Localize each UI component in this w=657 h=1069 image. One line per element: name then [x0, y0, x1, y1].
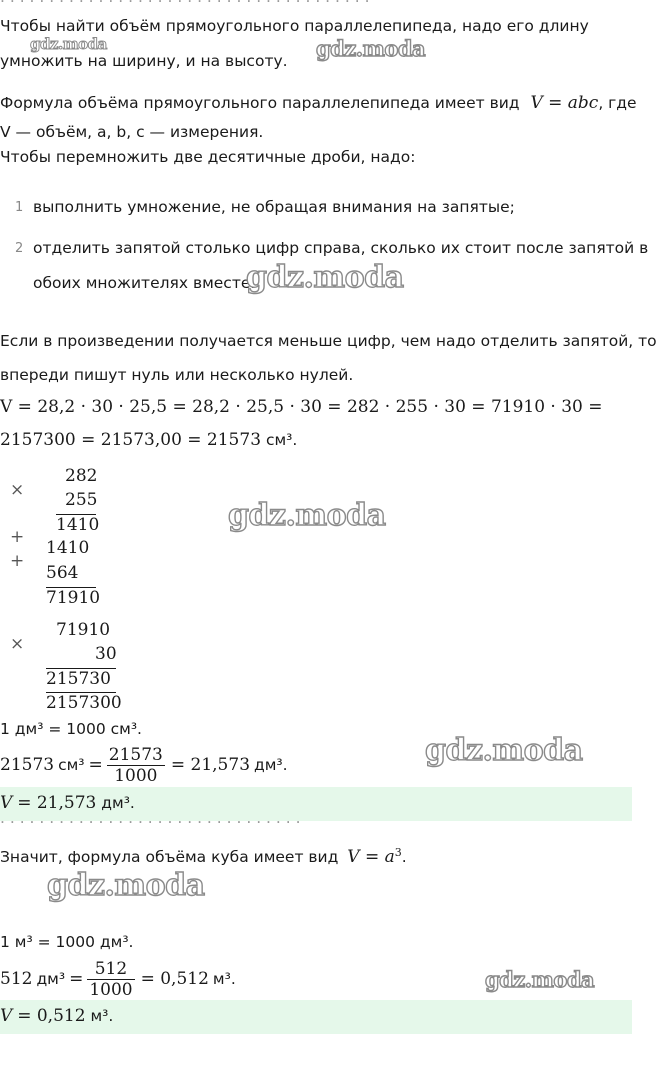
cube-text: Значит, формула объёма куба имеет вид: [0, 848, 339, 867]
formula-sentence: [0, 93, 637, 113]
text-volume-rule-line1: Чтобы найти объём прямоугольного параллелепипеда, надо его длину: [0, 17, 589, 35]
conv1-lhs-unit: см³: [58, 756, 85, 774]
mult1-a: 282: [65, 466, 98, 486]
times-sign-2: ×: [10, 634, 25, 654]
formula-cut-line: V — объём, a, b, c — измерения.: [0, 123, 264, 141]
formula-text: Формула объёма прямоугольного параллелепипеда имеет вид: [0, 94, 520, 112]
answer-highlight-2: [0, 1000, 632, 1034]
calc-line2: [0, 430, 297, 450]
text-volume-rule-line2: умножить на ширину, и на высоту.: [0, 52, 288, 70]
conv1-eq: =: [88, 755, 103, 775]
cube-exponent: 3: [394, 846, 402, 859]
list-item-2-line1: отделить запятой столько цифр справа, сколько их стоит после запятой в: [33, 239, 649, 257]
conv2-frac-num: 512: [87, 959, 134, 980]
note-line1: Если в произведении получается меньше цифр, чем надо отделить запятой, то: [0, 332, 657, 350]
mult1-b: 255: [65, 490, 98, 510]
answer-2: [0, 1006, 113, 1026]
mult2-result: 2157300: [46, 693, 122, 713]
list-item-1: выполнить умножение, не обращая внимания на запятые;: [33, 198, 515, 216]
conv1-fraction: [107, 745, 165, 786]
mult1-p1: 1410: [56, 515, 100, 535]
answer1-eq: = 21,573: [17, 793, 97, 813]
conv2-fraction: [87, 959, 134, 1000]
answer2-var: V: [0, 1006, 13, 1026]
mult1-p3: 564: [46, 563, 79, 583]
mult1-p2: 1410: [46, 538, 90, 558]
cube-formula-sentence: [0, 846, 407, 867]
conv2-lhs-unit: дм³: [36, 970, 66, 988]
cut-line-below-answer: . . . . . . . . . . . . . . . . . . . . . . . . . . . . . . .: [0, 809, 301, 827]
cut-top-line: [0, 0, 632, 6]
conversion-line2: 1 м³ = 1000 дм³.: [0, 933, 134, 951]
formula-after: , где: [598, 94, 637, 112]
conv1-rhs: = 21,573: [170, 755, 251, 775]
conversion-fraction-1: [0, 743, 288, 787]
watermark-logo: gdz.moda: [425, 733, 583, 768]
note-line2: впереди пишут нуль или несколько нулей.: [0, 366, 354, 384]
conv1-frac-num: 21573: [108, 744, 163, 765]
conv2-eq: =: [69, 969, 84, 989]
cube-math: V = a: [347, 847, 395, 868]
conv2-rhs-unit: м³.: [212, 970, 236, 988]
plus-sign-2: +: [10, 551, 25, 571]
cube-after: .: [401, 848, 407, 867]
watermark-logo: gdz.moda: [47, 868, 205, 903]
watermark-logo: gdz.moda: [316, 36, 426, 61]
mult2-b: 30: [95, 644, 117, 664]
conv1-frac-den: 1000: [114, 765, 158, 786]
conv1-lhs-num: 21573: [0, 755, 55, 775]
list-number-2: 2: [15, 241, 24, 256]
conv2-rhs: = 0,512: [140, 969, 209, 989]
watermark-logo: gdz.moda: [228, 498, 386, 533]
list-item-2-line2: обоих множителях вместе.: [33, 274, 256, 292]
list-number-1: 1: [15, 200, 24, 215]
answer1-unit: дм³.: [101, 794, 135, 812]
watermark-logo: gdz.moda: [246, 260, 404, 295]
answer1-var: V: [0, 793, 13, 813]
answer2-unit: м³.: [90, 1007, 114, 1025]
conv1-rhs-unit: дм³.: [254, 756, 288, 774]
mult1-result: 71910: [46, 588, 101, 608]
conv2-frac-den: 1000: [89, 979, 133, 1000]
mult2-a: 71910: [56, 620, 111, 640]
answer2-eq: = 0,512: [17, 1006, 86, 1026]
rule-title: Чтобы перемножить две десятичные дроби, надо:: [0, 148, 416, 166]
times-sign-1: ×: [10, 480, 25, 500]
watermark-logo: gdz.moda: [485, 967, 595, 992]
mult2-p1: 215730: [46, 668, 116, 689]
calc-line2-math: 2157300 = 21573,00 = 21573: [0, 430, 262, 450]
formula-math: V = abc: [530, 93, 599, 113]
calc-line2-unit: см³.: [265, 431, 298, 449]
watermark-logo: gdz.moda: [30, 35, 107, 53]
conversion-line1: 1 дм³ = 1000 см³.: [0, 720, 142, 738]
conv2-lhs-num: 512: [0, 969, 33, 989]
plus-sign-1: +: [10, 527, 25, 547]
calc-line1: V = 28,2 · 30 · 25,5 = 28,2 · 25,5 · 30 = 282 · 255 · 30 = 71910 · 30 =: [0, 397, 603, 417]
conversion-fraction-2: [0, 957, 236, 1001]
